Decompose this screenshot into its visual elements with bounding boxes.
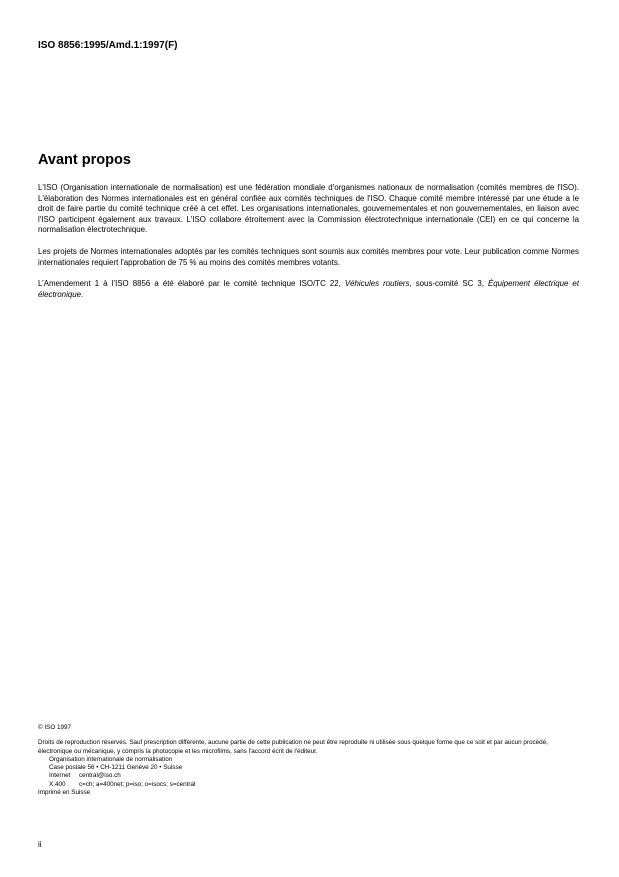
committee-title: Véhicules routiers xyxy=(344,279,410,289)
x400-label: X.400 xyxy=(49,780,66,788)
printed-in: Imprimé en Suisse xyxy=(38,789,91,797)
rights-statement: Droits de reproduction réservés. Sauf prescription différente, aucune partie de cette publication ne peut être reproduite ni utilisée sous quelque forme que ce soit et par aucun procédé, électronique ou mécanique, y compris la photocopie et les microfilms, sans l'accord écrit de l'éditeur. xyxy=(38,739,548,755)
paragraph-3-text-b: , sous-comité SC 3, xyxy=(409,279,488,289)
document-header: ISO 8856:1995/Amd.1:1997(F) xyxy=(38,40,178,51)
copyright-footer xyxy=(38,724,583,797)
page-number: ii xyxy=(38,840,42,849)
page-title: Avant propos xyxy=(38,152,131,168)
body-text xyxy=(38,183,579,311)
x400-address: c=ch; a=400net; p=iso; o=isocs; s=central xyxy=(79,780,196,788)
org-address: Case postale 56 • CH-1211 Genève 20 • Suisse xyxy=(49,764,183,772)
x400-line xyxy=(38,781,583,789)
paragraph-3 xyxy=(38,279,579,300)
paragraph-3-text-a: L’Amendement 1 à l’ISO 8856 a été élaboré par le comité technique ISO/TC 22, xyxy=(38,279,345,289)
internet-address: central@iso.ch xyxy=(79,772,121,780)
copyright-notice: © ISO 1997 xyxy=(38,724,71,731)
org-name: Organisation internationale de normalisation xyxy=(49,755,173,763)
internet-line xyxy=(38,772,583,780)
paragraph-1: L'ISO (Organisation internationale de normalisation) est une fédération mondiale d'organismes nationaux de normalisation (comités membres de l'ISO). L'élaboration des Normes internationales est en général confiée aux comités techniques de l'ISO. Chaque comité membre intéressé par une étude a le droit de faire partie du comité technique créé à cet effet. Les organisations internationales, gouvernementales et non gouvernementales, en liaison avec l'ISO participent également aux travaux. L'ISO collabore étroitement avec la Commission électrotechnique internationale (CEI) en ce qui concerne la normalisation électrotechnique. xyxy=(38,183,579,235)
paragraph-3-text-c: . xyxy=(81,289,84,299)
paragraph-2: Les projets de Normes internationales adoptés par les comités techniques sont soumis aux comités membres pour vote. Leur publication comme Normes internationales requiert l'approbation de 75 % au moins des comités membres votants. xyxy=(38,246,579,267)
internet-label: Internet xyxy=(49,772,71,780)
subcommittee-title: Équipement électrique et électronique xyxy=(38,279,580,299)
